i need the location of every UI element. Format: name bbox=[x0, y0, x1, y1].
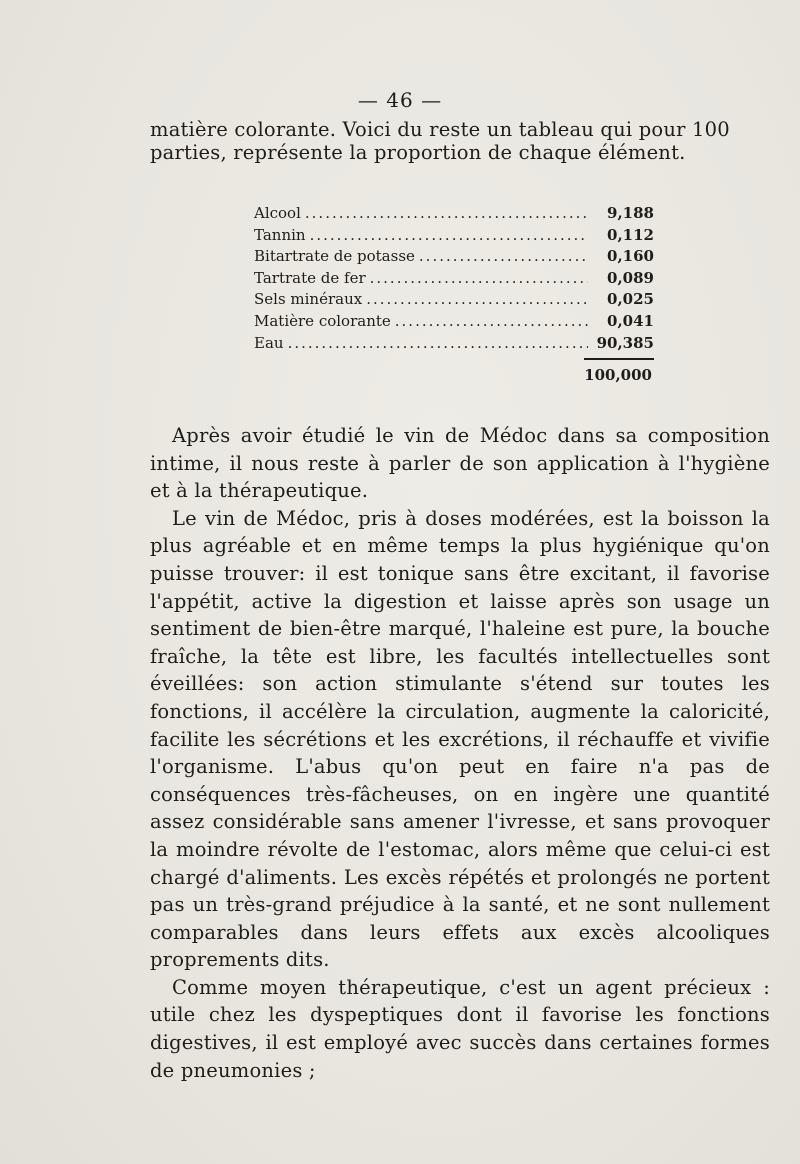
table-row bbox=[254, 268, 654, 290]
leader-dots bbox=[419, 246, 588, 268]
total-rule bbox=[584, 358, 654, 360]
row-value: 0,089 bbox=[607, 268, 654, 287]
leader-dots bbox=[370, 268, 588, 290]
table-row bbox=[254, 289, 654, 311]
table-row bbox=[254, 246, 654, 268]
row-label: Bitartrate de potasse bbox=[254, 247, 415, 266]
leader-dots bbox=[395, 311, 588, 333]
row-label: Alcool bbox=[254, 204, 301, 222]
table-row bbox=[254, 311, 654, 333]
table-row bbox=[254, 333, 654, 355]
leader-dots bbox=[305, 203, 588, 225]
row-value: 0,025 bbox=[607, 290, 654, 309]
row-value: 9,188 bbox=[607, 204, 654, 222]
paragraph: Le vin de Médoc, pris à doses modérées, est la boisson la plus agréable et en même temps la plus hygiénique qu'on puisse trouver: il est tonique sans être excitant, il favorise l'appétit, active la digestion et laisse après son usage un sentiment de bien-être marqué, l'haleine est pure, la bouche fraîche, la tête est libre, les facultés intellectuelles sont éveillées: son action stimulante s'étend sur toutes les fonctions, il accélère la circulation, augmente la caloricité, facilite les sécrétions et les excrétions, il réchauffe et vivifie l'organisme. L'abus qu'on peut en faire n'a pas de conséquences très-fâcheuses, on en ingère une quantité assez considérable sans amener l'ivresse, et sans provoquer la moindre révolte de l'estomac, alors même que celui-ci est chargé d'aliments. Les excès répétés et prolongés ne portent pas un très-grand préjudice à la santé, et ne sont nullement comparables dans leurs effets aux excès alcooliques proprements dits. bbox=[150, 506, 770, 972]
row-label: Eau bbox=[254, 333, 284, 352]
intro-paragraph bbox=[150, 118, 770, 164]
intro-text: matière colorante. Voici du reste un tableau qui pour 100 parties, représente la proportion de chaque élément. bbox=[150, 118, 730, 164]
row-value: 0,041 bbox=[607, 311, 654, 330]
table-row bbox=[254, 225, 654, 247]
page-number: — 46 — bbox=[357, 88, 443, 112]
row-value: 0,160 bbox=[607, 247, 654, 266]
paragraph: Après avoir étudié le vin de Médoc dans sa composition intime, il nous reste à parler de son application à l'hygiène et à la thérapeutique. bbox=[150, 424, 770, 503]
row-value: 90,385 bbox=[596, 333, 654, 352]
leader-dots bbox=[366, 289, 588, 311]
leader-dots bbox=[288, 333, 588, 355]
table-row bbox=[254, 203, 654, 225]
row-label: Matière colorante bbox=[254, 311, 391, 330]
row-label: Sels minéraux bbox=[254, 290, 363, 309]
row-label: Tannin bbox=[254, 225, 306, 244]
row-label: Tartrate de fer bbox=[254, 268, 366, 287]
body-text bbox=[150, 422, 770, 1084]
table-total: 100,000 bbox=[584, 366, 652, 385]
composition-table bbox=[254, 203, 654, 384]
leader-dots bbox=[310, 225, 588, 247]
paragraph: Comme moyen thérapeutique, c'est un agent précieux : utile chez les dyspeptiques dont il favorise les fonctions digestives, il est employé avec succès dans certaines formes de pneumonies ; bbox=[150, 975, 770, 1082]
row-value: 0,112 bbox=[607, 225, 654, 244]
